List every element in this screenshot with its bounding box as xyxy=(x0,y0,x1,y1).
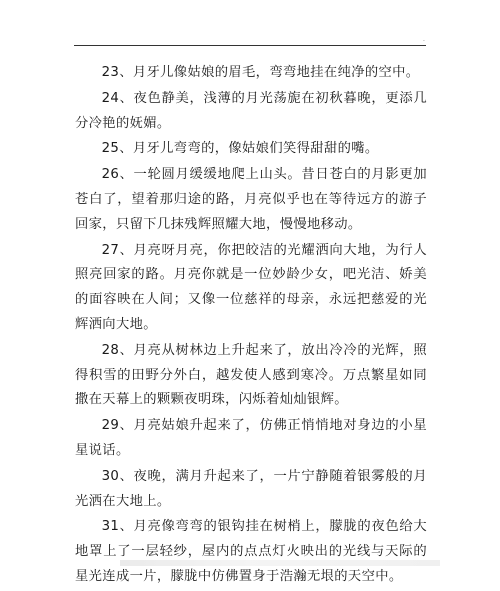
paragraph-30: 30、夜晚，满月升起来了，一片宁静随着银雾般的月光洒在大地上。 xyxy=(75,468,427,509)
paragraph-28: 28、月亮从树林边上升起来了，放出冷冷的光辉，照得积雪的田野分外白，越发使人感到寒冷。万点繁星如同撒在天幕上的颗颗夜明珠，闪烁着灿灿银辉。 xyxy=(75,342,427,408)
paragraph-23: 23、月牙儿像姑娘的眉毛，弯弯地挂在纯净的空中。 xyxy=(101,65,420,80)
paragraph-26: 26、一轮圆月缓缓地爬上山头。昔日苍白的月影更加苍白了，望着那归途的路，月亮似乎也在等待远方的游子回家，只留下几抹残辉照耀大地，慢慢地移动。 xyxy=(75,167,427,232)
bottom-edge-fade xyxy=(120,560,440,566)
paragraph-31: 31、月亮像弯弯的银钩挂在树梢上，朦胧的夜色给大地罩上了一层轻纱，屋内的点点灯火映出的光线与天际的星光连成一片，朦胧中仿佛置身于浩瀚无垠的天空中。 xyxy=(75,519,427,584)
header-dot: · xyxy=(423,38,425,45)
paragraph-25: 25、月牙儿弯弯的，像姑娘们笑得甜甜的嘴。 xyxy=(101,141,379,157)
header-rule xyxy=(74,45,426,46)
paragraph-24: 24、夜色静美，浅薄的月光荡旎在初秋暮晚，更添几分冷艳的妩媚。 xyxy=(75,90,427,131)
paragraph-29: 29、月亮姑娘升起来了，仿佛正悄悄地对身边的小星星说话。 xyxy=(75,418,427,458)
document-body xyxy=(75,61,427,591)
paragraph-27: 27、月亮呀月亮，你把皎洁的光耀洒向大地，为行人照亮回家的路。月亮你就是一位妙龄少女，吧光洁、娇美的面容映在人间；又像一位慈祥的母亲，永远把慈爱的光辉洒向大地。 xyxy=(75,242,427,332)
